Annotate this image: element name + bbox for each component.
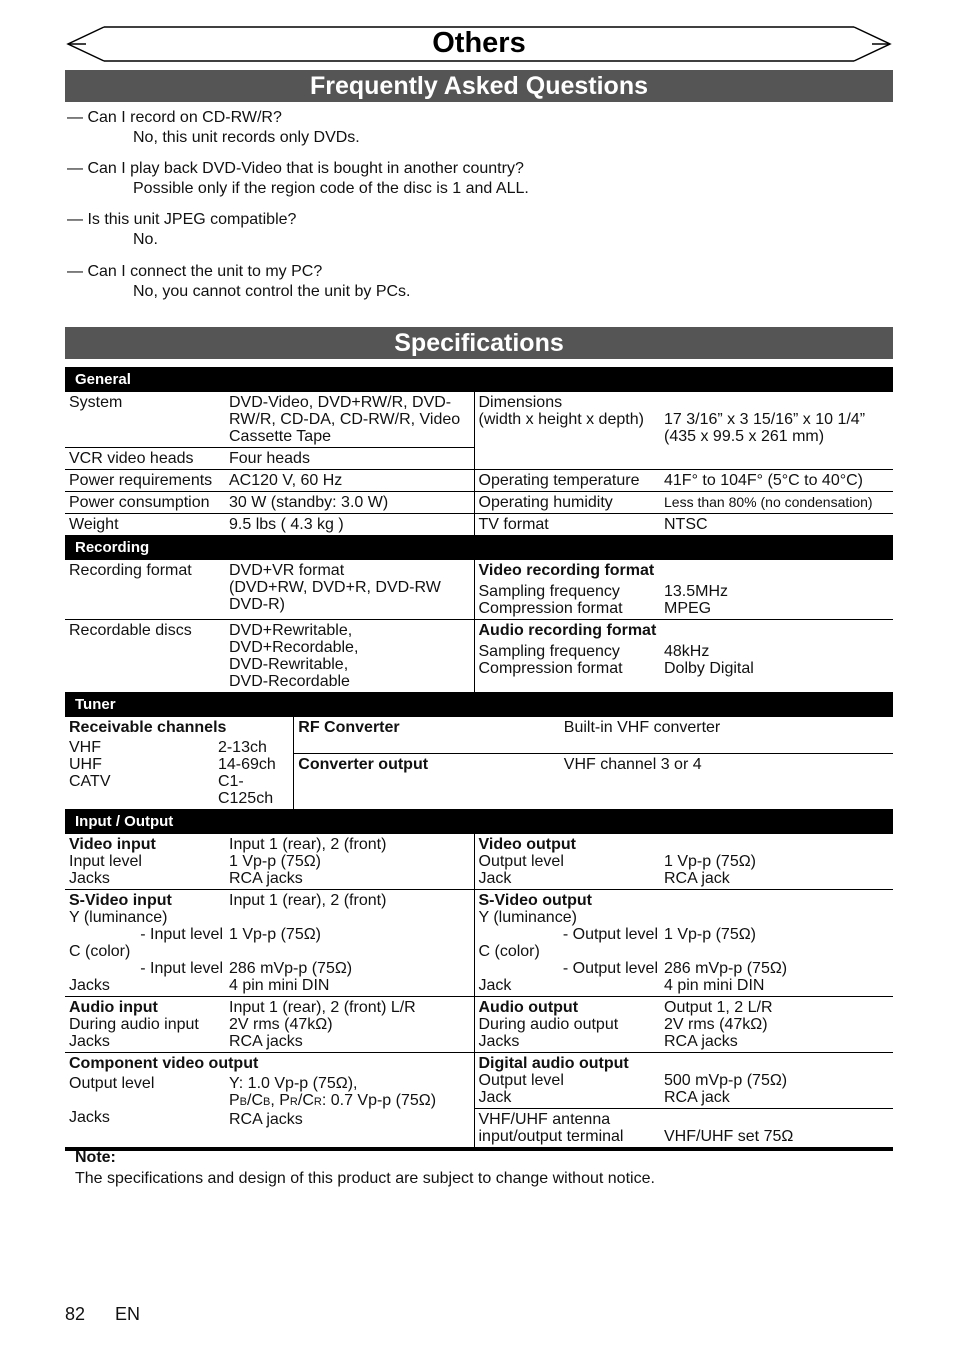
category-tuner: Tuner (65, 692, 893, 717)
spec-value: DVD+VR format (DVD+RW, DVD+R, DVD-RW DVD-R) (229, 562, 441, 613)
faq-question: — Can I play back DVD-Video that is bought in another country? (67, 160, 524, 177)
spec-key: Weight (65, 514, 225, 536)
spec-value: Four heads (225, 448, 474, 470)
spec-key: VHF/UHF antenna input/output terminal (474, 1109, 660, 1148)
category-general: General (65, 367, 893, 392)
faq-item (67, 159, 767, 199)
spec-key: S-Video input Y (luminance) - Input level C (color) - Input level Jacks (65, 890, 225, 997)
note (75, 1147, 655, 1189)
faq-question: — Can I record on CD-RW/R? (67, 109, 282, 126)
banner-title: Others (432, 27, 526, 59)
spec-value: 41F° to 104F° (5°C to 40°C) (660, 470, 893, 492)
faq-heading: Frequently Asked Questions (65, 70, 893, 102)
spec-key: Digital audio output Output level Jack (474, 1053, 660, 1109)
faq-question: — Can I connect the unit to my PC? (67, 263, 323, 280)
spec-value: DVD-Video, DVD+RW/R, DVD- RW/R, CD-DA, CD-RW/R, Video Cassette Tape (229, 394, 461, 445)
spec-key: Power requirements (65, 470, 225, 492)
spec-key: TV format (474, 514, 660, 536)
faq-answer: No, you cannot control the unit by PCs. (133, 283, 411, 300)
faq-item (67, 210, 767, 250)
spec-key: RF Converter (294, 717, 560, 753)
component-video-output: Component video output Output level Jacks Y: 1.0 Vp-p (75Ω), PB/CB, PR/CR: 0.7 Vp-p (75Ω) RCA jacks (65, 1053, 474, 1148)
spec-value: 17 3/16” x 3 15/16” x 10 1/4” (435 x 99.5 x 261 mm) (664, 411, 866, 445)
spec-value: Input 1 (rear), 2 (front) 1 Vp-p (75Ω) RCA jacks (229, 836, 387, 887)
faq-answer: No, this unit records only DVDs. (133, 129, 360, 146)
spec-key: Video recording format Sampling frequency Compression format (474, 560, 660, 620)
spec-key: Recording format (69, 562, 192, 579)
spec-key: Video input Input level Jacks (69, 836, 156, 887)
spec-key: Audio recording format Sampling frequency Compression format (474, 620, 660, 693)
spec-key: Audio output During audio output Jacks (474, 997, 660, 1053)
spec-value: Input 1 (rear), 2 (front) 1 Vp-p (75Ω) 286 mVp-p (75Ω) 4 pin mini DIN (225, 890, 474, 997)
category-recording: Recording (65, 535, 893, 560)
page-footer (65, 1304, 170, 1325)
recording-table (65, 560, 893, 692)
note-text: The specifications and design of this product are subject to change without notice. (75, 1170, 655, 1187)
spec-heading: Specifications (65, 327, 893, 359)
spec-value: 1 Vp-p (75Ω) RCA jack (664, 853, 756, 887)
io-table (65, 834, 893, 1147)
spec-value: Less than 80% (no condensation) (660, 492, 893, 514)
page-number: 82 (65, 1304, 86, 1324)
language-code: EN (115, 1304, 141, 1324)
spec-key: Converter output (294, 753, 560, 809)
spec-value: 30 W (standby: 3.0 W) (225, 492, 474, 514)
spec-value: Output 1, 2 L/R 2V rms (47kΩ) RCA jacks (660, 997, 893, 1053)
general-table (65, 392, 893, 535)
faq-question: — Is this unit JPEG compatible? (67, 211, 297, 228)
faq-item (67, 262, 767, 302)
spec-key: Power consumption (65, 492, 225, 514)
spec-key: Operating humidity (474, 492, 660, 514)
spec-value: NTSC (660, 514, 893, 536)
spec-key: Recordable discs (65, 620, 225, 693)
spec-value: 9.5 lbs ( 4.3 kg ) (225, 514, 474, 536)
spec-key: System (69, 394, 123, 411)
spec-value: 13.5MHz MPEG (664, 583, 729, 617)
spec-value: Built-in VHF converter (563, 719, 721, 736)
faq-answer: Possible only if the region code of the disc is 1 and ALL. (133, 180, 529, 197)
spec-value: 500 mVp-p (75Ω) RCA jack (660, 1053, 893, 1109)
faq-item (67, 108, 767, 148)
spec-value: Input 1 (rear), 2 (front) L/R 2V rms (47kΩ) RCA jacks (225, 997, 474, 1053)
spec-key: VCR video heads (65, 448, 225, 470)
spec-value: 1 Vp-p (75Ω) 286 mVp-p (75Ω) 4 pin mini DIN (660, 890, 893, 997)
spec-value: 48kHz Dolby Digital (660, 620, 893, 693)
spec-key: Video output Output level Jack (474, 834, 660, 890)
spec-key: Operating temperature (474, 470, 660, 492)
receivable-channels: Receivable channels VHF UHF CATV 2-13ch 14-69ch C1-C125ch (69, 719, 276, 807)
spec-value: VHF/UHF set 75Ω (660, 1109, 893, 1148)
spec-value: AC120 V, 60 Hz (225, 470, 474, 492)
spec-value: DVD+Rewritable, DVD+Recordable, DVD-Rewritable, DVD-Recordable (225, 620, 474, 693)
spec-key: Audio input During audio input Jacks (65, 997, 225, 1053)
page-banner (64, 24, 894, 64)
note-title: Note: (75, 1149, 116, 1166)
spec-key: Dimensions (width x height x depth) (474, 392, 660, 470)
tuner-table (65, 717, 893, 809)
spec-value: VHF channel 3 or 4 (560, 753, 893, 809)
category-input-output: Input / Output (65, 809, 893, 834)
faq-answer: No. (133, 231, 158, 248)
spec-key: S-Video output Y (luminance) - Output level C (color) - Output level Jack (474, 890, 660, 997)
spec-table (65, 367, 893, 1151)
